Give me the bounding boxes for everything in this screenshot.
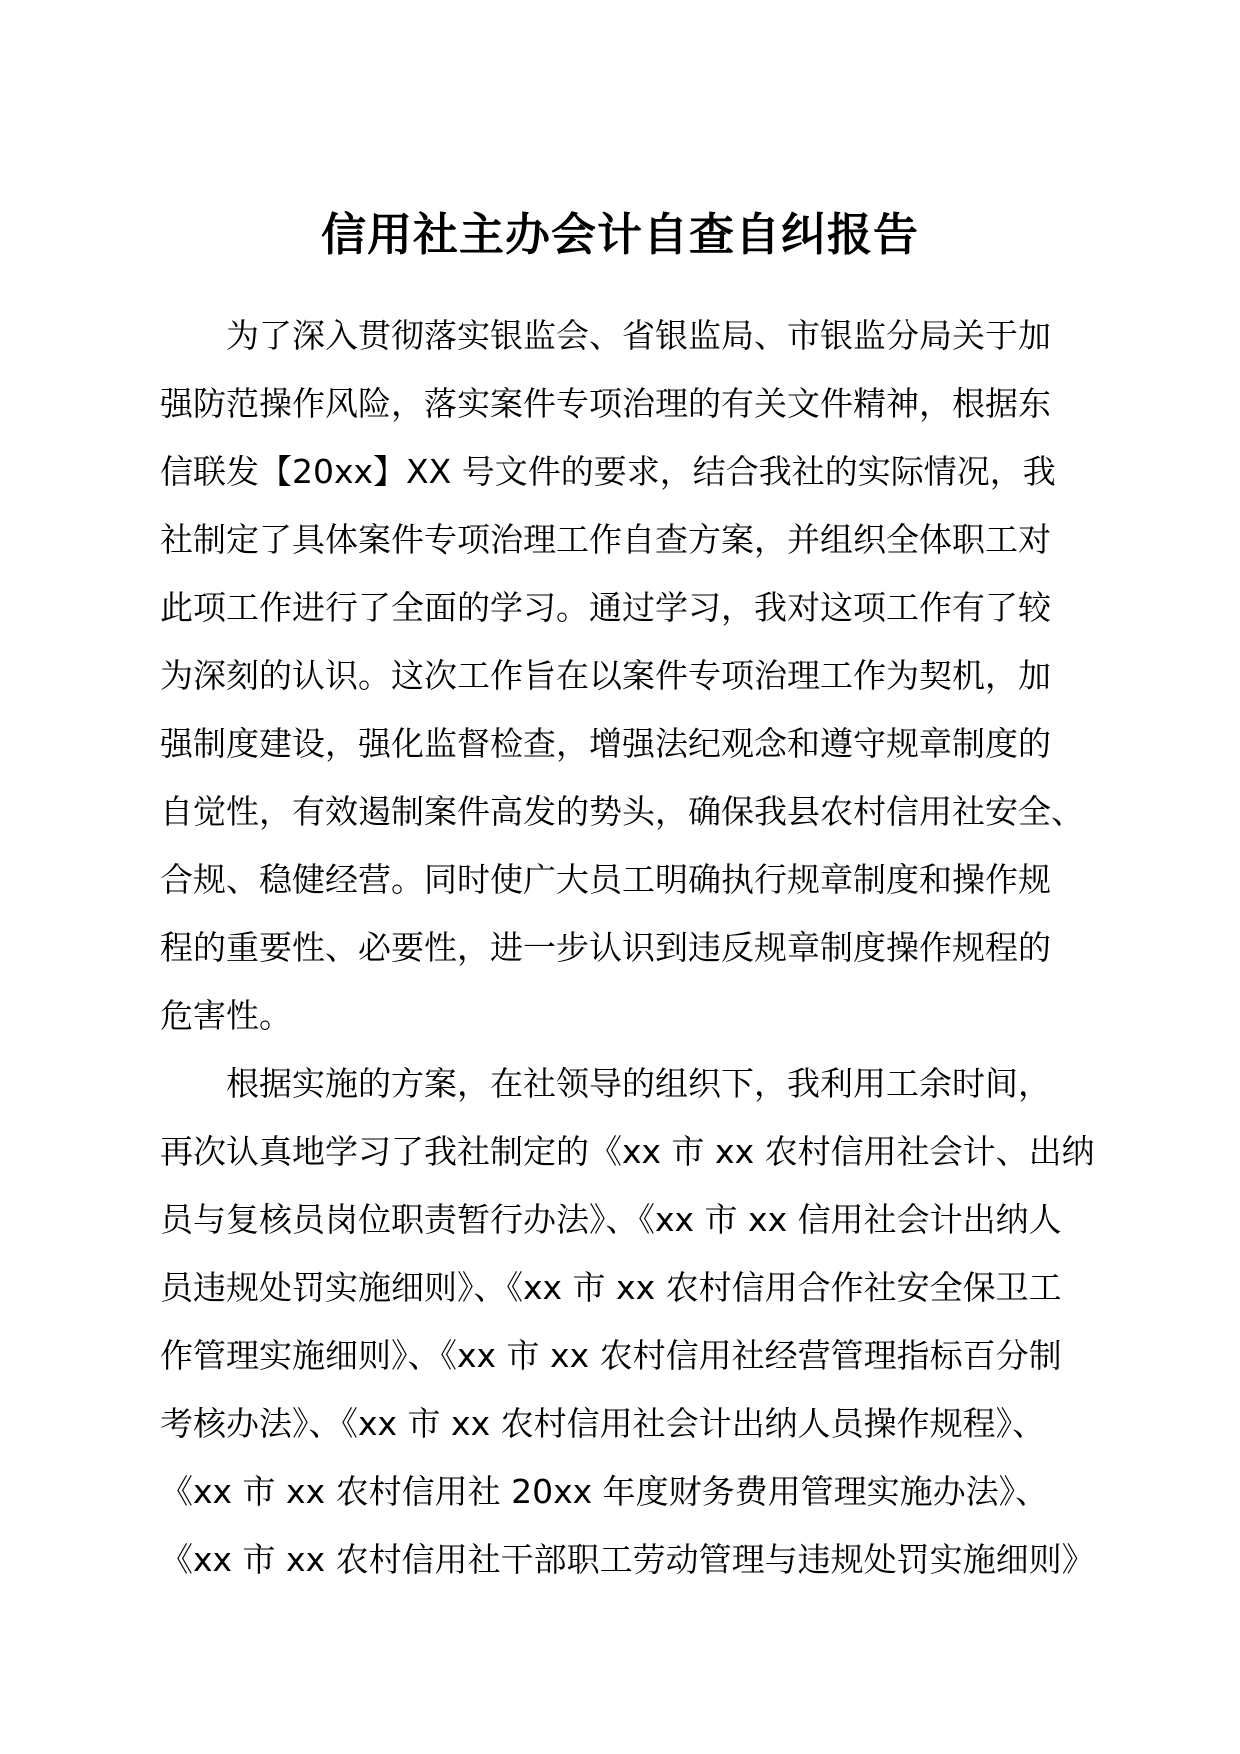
document-title: 信用社主办会计自查自纠报告 [320,208,919,261]
paragraph-line: 《xx 市 xx 农村信用社 20xx 年度财务费用管理实施办法》、 [160,1472,1049,1511]
paragraph-line: 为了深入贯彻落实银监会、省银监局、市银监分局关于加 [226,316,1051,355]
paragraph-line: 此项工作进行了全面的学习。通过学习，我对这项工作有了较 [160,588,1051,627]
document-body [160,302,1110,1594]
paragraph-line: 社制定了具体案件专项治理工作自查方案，并组织全体职工对 [160,520,1051,559]
paragraph-line: 自觉性，有效遏制案件高发的势头，确保我县农村信用社安全、 [160,792,1084,831]
paragraph-line: 危害性。 [160,996,292,1035]
paragraph-2 [160,1050,1110,1594]
paragraph-line: 根据实施的方案，在社领导的组织下，我利用工余时间， [226,1064,1051,1103]
paragraph-line: 程的重要性、必要性，进一步认识到违反规章制度操作规程的 [160,928,1051,967]
paragraph-line: 《xx 市 xx 农村信用社干部职工劳动管理与违规处罚实施细则》 [160,1540,1095,1579]
paragraph-line: 强制度建设，强化监督检查，增强法纪观念和遵守规章制度的 [160,724,1051,763]
paragraph-line: 信联发【20xx】XX 号文件的要求，结合我社的实际情况，我 [160,452,1056,491]
paragraph-line: 合规、稳健经营。同时使广大员工明确执行规章制度和操作规 [160,860,1051,899]
paragraph-line: 员与复核员岗位职责暂行办法》、《xx 市 xx 信用社会计出纳人 [160,1200,1062,1239]
paragraph-line: 再次认真地学习了我社制定的《xx 市 xx 农村信用社会计、出纳 [160,1132,1095,1171]
paragraph-1 [160,302,1110,1050]
paragraph-line: 考核办法》、《xx 市 xx 农村信用社会计出纳人员操作规程》、 [160,1404,1046,1443]
paragraph-line: 员违规处罚实施细则》、《xx 市 xx 农村信用合作社安全保卫工 [160,1268,1062,1307]
paragraph-line: 作管理实施细则》、《xx 市 xx 农村信用社经营管理指标百分制 [160,1336,1062,1375]
paragraph-line: 强防范操作风险，落实案件专项治理的有关文件精神，根据东 [160,384,1051,423]
paragraph-line: 为深刻的认识。这次工作旨在以案件专项治理工作为契机，加 [160,656,1051,695]
